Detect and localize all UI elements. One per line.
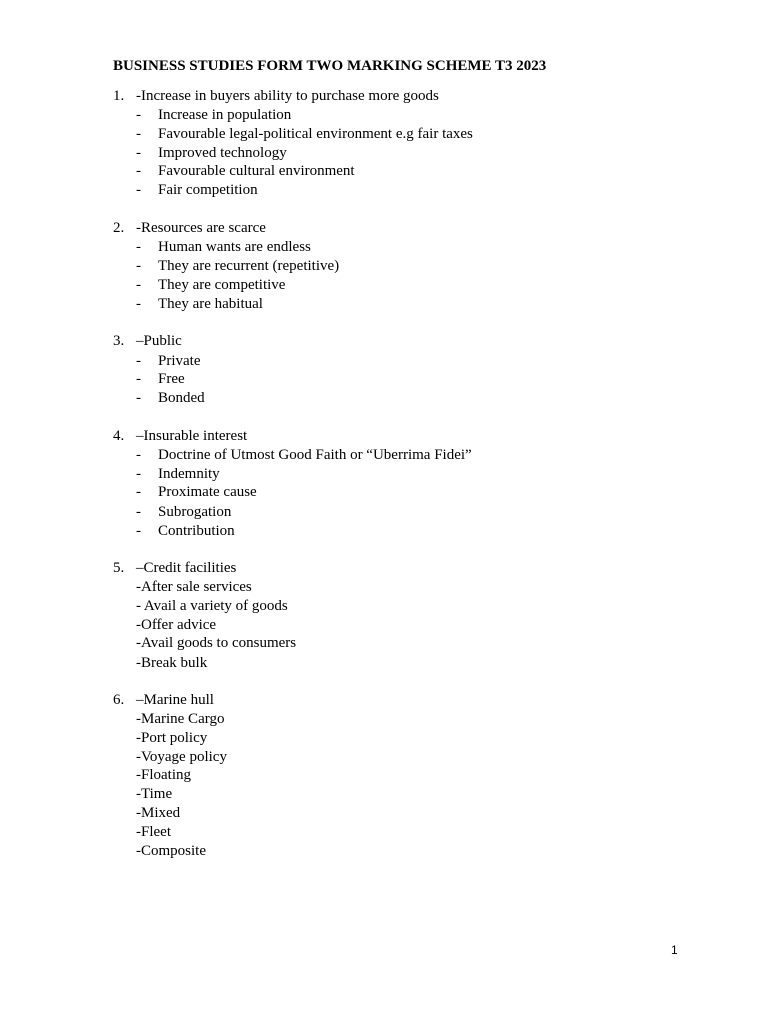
bullet-dash: -	[136, 371, 141, 387]
bullet-dash: -	[136, 390, 141, 406]
answer-item: -Floating	[136, 767, 191, 783]
answer-item: Favourable legal-political environment e.g fair taxes	[158, 126, 473, 142]
answer-item: -Avail goods to consumers	[136, 635, 297, 651]
answer-item: Contribution	[158, 523, 235, 539]
answer-item: Increase in population	[158, 107, 292, 123]
bullet-dash: -	[136, 163, 141, 179]
bullet-dash: -	[136, 239, 141, 255]
answer-first: –Credit facilities	[136, 560, 237, 576]
answer-item: -Offer advice	[136, 617, 217, 633]
question-number: 3.	[113, 333, 125, 349]
answer-item: -Mixed	[136, 805, 181, 821]
answer-item: Doctrine of Utmost Good Faith or “Uberrima Fidei”	[158, 447, 472, 463]
bullet-dash: -	[136, 484, 141, 500]
answer-item: -Voyage policy	[136, 749, 227, 765]
answer-item: -After sale services	[136, 579, 252, 595]
bullet-dash: -	[136, 504, 141, 520]
page-title: BUSINESS STUDIES FORM TWO MARKING SCHEME T3 2023	[113, 58, 547, 74]
bullet-dash: -	[136, 258, 141, 274]
answer-item: Bonded	[158, 390, 205, 406]
answer-item: Human wants are endless	[158, 239, 311, 255]
question-number: 5.	[113, 560, 125, 576]
answer-item: Subrogation	[158, 504, 232, 520]
answer-item: -Composite	[136, 843, 206, 859]
page-number: 1	[671, 943, 678, 957]
answer-first: -Increase in buyers ability to purchase more goods	[136, 88, 439, 104]
question-number: 1.	[113, 88, 125, 104]
bullet-dash: -	[136, 107, 141, 123]
answer-item: Private	[158, 353, 201, 369]
answer-item: -Port policy	[136, 730, 208, 746]
question-number: 6.	[113, 692, 125, 708]
answer-item: Indemnity	[158, 466, 220, 482]
answer-item: Fair competition	[158, 182, 258, 198]
bullet-dash: -	[136, 182, 141, 198]
answer-item: Free	[158, 371, 185, 387]
bullet-dash: -	[136, 447, 141, 463]
answer-first: -Resources are scarce	[136, 220, 266, 236]
answer-item: They are recurrent (repetitive)	[158, 258, 340, 274]
question-number: 4.	[113, 428, 125, 444]
answer-item: They are habitual	[158, 296, 263, 312]
answer-item: Proximate cause	[158, 484, 257, 500]
answer-first: –Public	[136, 333, 182, 349]
answer-item: - Avail a variety of goods	[136, 598, 288, 614]
answer-item: Improved technology	[158, 145, 287, 161]
answer-item: Favourable cultural environment	[158, 163, 355, 179]
bullet-dash: -	[136, 353, 141, 369]
answer-item: -Marine Cargo	[136, 711, 225, 727]
answer-item: -Break bulk	[136, 655, 208, 671]
question-number: 2.	[113, 220, 125, 236]
bullet-dash: -	[136, 523, 141, 539]
bullet-dash: -	[136, 277, 141, 293]
answer-item: They are competitive	[158, 277, 286, 293]
bullet-dash: -	[136, 466, 141, 482]
bullet-dash: -	[136, 126, 141, 142]
bullet-dash: -	[136, 145, 141, 161]
answer-first: –Insurable interest	[136, 428, 248, 444]
bullet-dash: -	[136, 296, 141, 312]
answer-first: –Marine hull	[136, 692, 214, 708]
answer-item: -Fleet	[136, 824, 171, 840]
answer-item: -Time	[136, 786, 173, 802]
